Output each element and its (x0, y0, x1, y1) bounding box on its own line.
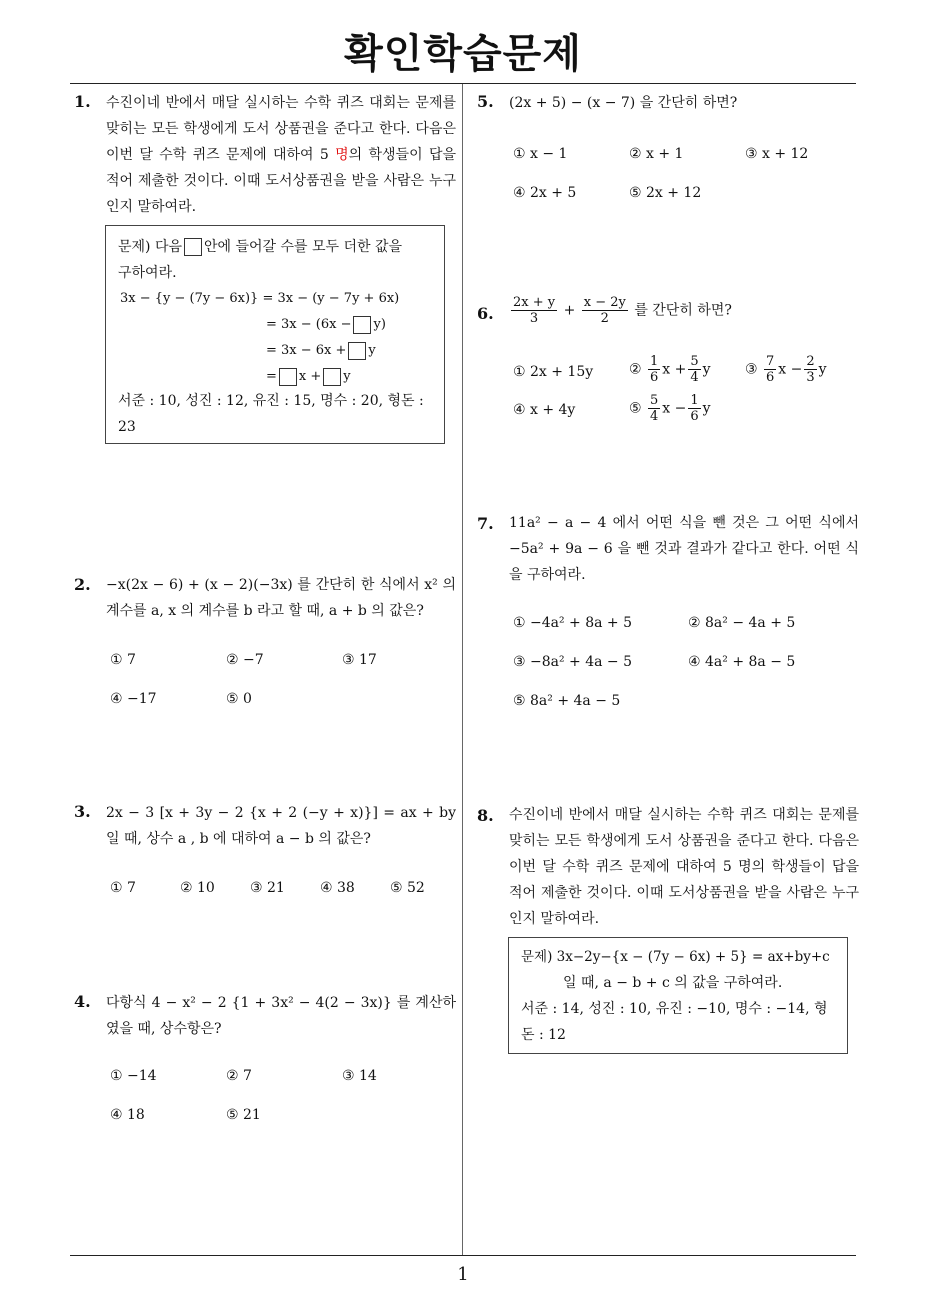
highlight-text: 명 (335, 147, 349, 163)
question-number: 7. (477, 514, 494, 533)
option-5[interactable]: ⑤ $\frac{5}{4}$ x − $\frac{1}{6}$ y (629, 393, 711, 424)
option-4[interactable]: ④ 2x + 5 (513, 185, 577, 201)
option-2[interactable]: ② $\frac{1}{6}$ x + $\frac{5}{4}$ y (629, 354, 711, 385)
question-number: 6. (477, 304, 494, 323)
option-5[interactable]: ⑤ 8a² + 4a − 5 (513, 693, 621, 709)
option-3[interactable]: ③ 14 (342, 1068, 377, 1084)
option-2[interactable]: ② −7 (226, 652, 264, 668)
equation-line: = 3x − 6x + y (266, 343, 376, 358)
question-number: 5. (477, 92, 494, 111)
question-text (106, 90, 456, 220)
option-1[interactable]: ① 2x + 15y (513, 364, 594, 380)
option-2[interactable]: ② x + 1 (629, 146, 684, 162)
option-3[interactable]: ③ $\frac{7}{6}$ x − $\frac{2}{3}$ y (745, 354, 827, 385)
option-2[interactable]: ② 10 (180, 880, 215, 896)
problem-box (105, 225, 445, 444)
option-3[interactable]: ③ x + 12 (745, 146, 809, 162)
question-text: 2x − 3 [x + 3y − 2 {x + 2 (−y + x)}] = ax + by 일 때, 상수 a , b 에 대하여 a − b 의 값은? (106, 805, 456, 847)
box-text: 문제) 3x−2y−{x − (7y − 6x) + 5} = ax+by+c (521, 949, 830, 965)
student-answers: 서준 : 10, 성진 : 12, 유진 : 15, 명수 : 20, 형돈 : 23 (118, 393, 424, 435)
box-text: 문제) 다음 (118, 239, 183, 255)
option-1[interactable]: ① −14 (110, 1068, 157, 1084)
question-text: 다항식 4 − x² − 2 {1 + 3x² − 4(2 − 3x)} 를 계산하였을 때, 상수항은? (106, 995, 456, 1037)
box-text: 구하여라. (118, 265, 177, 281)
question-number: 8. (477, 806, 494, 825)
question-text: 11a² − a − 4 에서 어떤 식을 뺀 것은 그 어떤 식에서 −5a² + 9a − 6 을 뺀 것과 결과가 같다고 한다. 어떤 식을 구하여라. (509, 515, 859, 583)
option-4[interactable]: ④ −17 (110, 691, 157, 707)
option-1[interactable]: ① 7 (110, 880, 136, 896)
question-number: 2. (74, 575, 91, 594)
option-5[interactable]: ⑤ 2x + 12 (629, 185, 702, 201)
equation-line: 3x − {y − (7y − 6x)} = 3x − (y − 7y + 6x) (120, 291, 400, 306)
option-4[interactable]: ④ x + 4y (513, 402, 576, 418)
question-text: −x(2x − 6) + (x − 2)(−3x) 를 간단히 한 식에서 x² 의 계수를 a, x 의 계수를 b 라고 할 때, a + b 의 값은? (106, 577, 456, 619)
option-1[interactable]: ① x − 1 (513, 146, 568, 162)
equation-line: = x + y (266, 369, 351, 384)
option-4[interactable]: ④ 18 (110, 1107, 145, 1123)
question-text-part: 수진이네 반에서 매달 실시하는 수학 퀴즈 대회는 문제를 맞히는 모든 학생에게 도서 상품권을 준다고 한다. 다음은 이번 달 수학 퀴즈 문제에 대하여 5 (106, 95, 456, 163)
option-3[interactable]: ③ −8a² + 4a − 5 (513, 654, 633, 670)
option-2[interactable]: ② 7 (226, 1068, 252, 1084)
option-3[interactable]: ③ 17 (342, 652, 377, 668)
top-rule (70, 83, 856, 84)
question-text: 수진이네 반에서 매달 실시하는 수학 퀴즈 대회는 문제를 맞히는 모든 학생에게 도서 상품권을 준다고 한다. 다음은 이번 달 수학 퀴즈 문제에 대하여 5 명의 학생들이 답을 적어 제출한 것이다. 이때 도서상품권을 받을 사람은 누구인지 말하여라. (509, 807, 859, 927)
question-text-part: 의 학생들이 답을 적어 제출한 것이다. 이때 도서상품권을 받을 사람은 누구인지 말하여라. (106, 147, 456, 215)
question-text: (2x + 5) − (x − 7) 을 간단히 하면? (509, 95, 738, 111)
column-divider (462, 84, 463, 1255)
option-3[interactable]: ③ 21 (250, 880, 285, 896)
page-title: 확인학습문제 (344, 31, 582, 77)
option-4[interactable]: ④ 38 (320, 880, 355, 896)
option-1[interactable]: ① 7 (110, 652, 136, 668)
bottom-rule (70, 1255, 856, 1256)
student-answers: 서준 : 14, 성진 : 10, 유진 : −10, 명수 : −14, 형돈 : 12 (521, 1001, 828, 1043)
problem-box (508, 937, 848, 1054)
blank-box (184, 238, 202, 256)
equation-line: = 3x − (6x − y) (266, 317, 386, 332)
option-5[interactable]: ⑤ 0 (226, 691, 252, 707)
page-number: 1 (457, 1264, 469, 1285)
question-number: 3. (74, 802, 91, 821)
question-text: $\frac{2x + y}{3}$ + $\frac{x - 2y}{2}$ 를 간단히 하면? (513, 295, 732, 326)
box-text: 일 때, a − b + c 의 값을 구하여라. (563, 975, 783, 991)
option-2[interactable]: ② 8a² − 4a + 5 (688, 615, 796, 631)
option-5[interactable]: ⑤ 52 (390, 880, 425, 896)
question-number: 4. (74, 992, 91, 1011)
option-5[interactable]: ⑤ 21 (226, 1107, 261, 1123)
box-text: 안에 들어갈 수를 모두 더한 값을 (204, 239, 403, 255)
option-1[interactable]: ① −4a² + 8a + 5 (513, 615, 633, 631)
question-number: 1. (74, 92, 91, 111)
option-4[interactable]: ④ 4a² + 8a − 5 (688, 654, 796, 670)
